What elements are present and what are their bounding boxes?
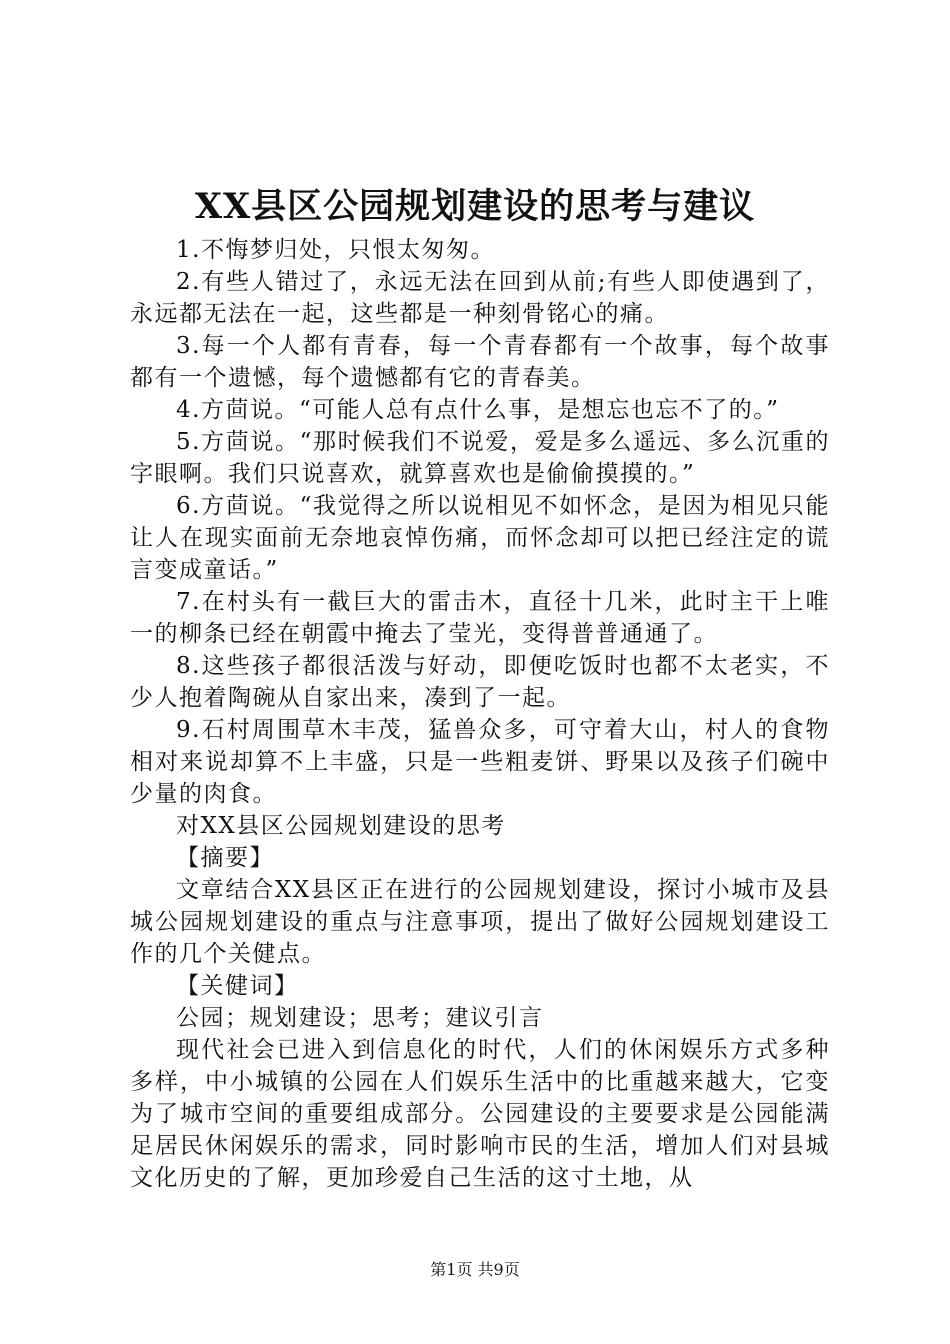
paragraph: 8.这些孩子都很活泼与好动，即便吃饭时也都不太老实，不少人抱着陶碗从自家出来，凑到了一起。 bbox=[130, 653, 830, 711]
abstract-text: 文章结合XX县区正在进行的公园规划建设，探讨小城市及县城公园规划建设的重点与注意事项，提出了做好公园规划建设工作的几个关健点。 bbox=[130, 877, 830, 967]
page-footer: 第1页 共9页 bbox=[430, 1260, 520, 1279]
section-heading: 对XX县区公园规划建设的思考 bbox=[176, 813, 506, 839]
paragraph: 1.不悔梦归处，只恨太匆匆。 bbox=[176, 237, 495, 263]
document-title: XX县区公园规划建设的思考与建议 bbox=[194, 186, 756, 227]
document-body bbox=[130, 234, 830, 1194]
keywords-text: 公园；规划建设；思考；建议引言 bbox=[176, 1005, 544, 1031]
keywords-label: 【关健词】 bbox=[176, 973, 299, 999]
paragraph: 3.每一个人都有青春，每一个青春都有一个故事，每个故事都有一个遗憾，每个遗憾都有它的青春美。 bbox=[130, 333, 830, 391]
paragraph: 9.石村周围草木丰茂，猛兽众多，可守着大山，村人的食物相对来说却算不上丰盛，只是一些粗麦饼、野果以及孩子们碗中少量的肉食。 bbox=[130, 717, 830, 807]
paragraph: 2.有些人错过了，永远无法在回到从前;有些人即使遇到了，永远都无法在一起，这些都是一种刻骨铭心的痛。 bbox=[130, 269, 830, 327]
paragraph: 4.方茴说。“可能人总有点什么事，是想忘也忘不了的。” bbox=[176, 397, 780, 423]
paragraph: 7.在村头有一截巨大的雷击木，直径十几米，此时主干上唯一的柳条已经在朝霞中掩去了莹光，变得普普通通了。 bbox=[130, 589, 830, 647]
paragraph: 5.方茴说。“那时候我们不说爱，爱是多么遥远、多么沉重的字眼啊。我们只说喜欢，就算喜欢也是偷偷摸摸的。” bbox=[130, 429, 830, 487]
paragraph: 6.方茴说。“我觉得之所以说相见不如怀念，是因为相见只能让人在现实面前无奈地哀悼伤痛，而怀念却可以把已经注定的谎言变成童话。” bbox=[130, 493, 830, 583]
paragraph: 现代社会已进入到信息化的时代，人们的休闲娱乐方式多种多样，中小城镇的公园在人们娱乐生活中的比重越来越大，它变为了城市空间的重要组成部分。公园建设的主要要求是公园能满足居民休闲娱乐的需求，同时影响市民的生活，增加人们对县城文化历史的了解，更加珍爱自己生活的这寸土地，从 bbox=[130, 1037, 830, 1191]
abstract-label: 【摘要】 bbox=[176, 845, 274, 871]
